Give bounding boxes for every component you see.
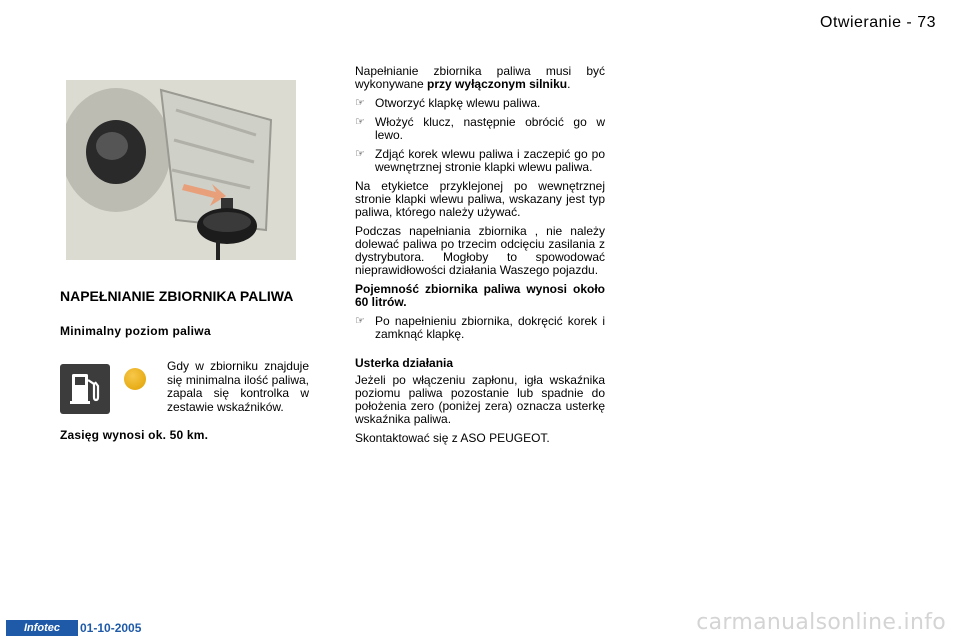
list-item: ☞ Zdjąć korek wlewu paliwa i zaczepić go po wewnętrznej stronie klapki wlewu paliwa. [355,147,605,174]
intro-emphasis: przy wyłączonym silniku [427,77,568,91]
site-watermark: carmanualsonline.info [696,610,946,635]
label-paragraph: Na etykietce przyklejonej po wewnętrznej stronie klapki wlewu paliwa, wskazany jest typ paliwa, którego należy używać. [355,179,605,219]
left-column [60,288,310,338]
pointing-hand-icon: ☞ [355,116,365,128]
refuel-paragraph: Podczas napełniania zbiornika , nie należy dolewać paliwa po trzecim odcięciu zasilania z dystrybutora. Mogłoby to spowodować nieprawidłowości działania Waszego pojazdu. [355,224,605,277]
publisher-badge: Infotec [6,620,78,636]
pointing-hand-icon: ☞ [355,148,365,160]
right-column [355,65,605,451]
section-title: NAPEŁNIANIE ZBIORNIKA PALIWA [60,288,294,304]
warning-lamp-row [60,360,310,420]
fuel-filler-photo [66,80,296,260]
fault-paragraph: Jeżeli po włączeniu zapłonu, igła wskaźnika poziomu paliwa pozostanie lub spadnie do położenia zero (poniżej zera) oznacza usterkę wskaźnika paliwa. [355,373,605,426]
subheading-min-fuel: Minimalny poziom paliwa [60,324,211,338]
fuel-cap-illustration [66,80,296,260]
intro-paragraph: Napełnianie zbiornika paliwa musi być wykonywane przy wyłączonym silniku. [355,64,605,91]
list-item: ☞ Włożyć klucz, następnie obrócić go w lewo. [355,115,605,142]
list-item: ☞ Po napełnieniu zbiornika, dokręcić korek i zamknąć klapkę. [355,314,605,341]
fault-heading: Usterka działania [355,356,454,370]
contact-paragraph: Skontaktować się z ASO PEUGEOT. [355,431,550,445]
fuel-pump-icon [60,364,110,414]
edition-date: 01-10-2005 [80,621,142,635]
warning-lamp-icon [124,368,146,390]
capacity-paragraph: Pojemność zbiornika paliwa wynosi około 60 litrów. [355,282,605,309]
warning-text: Gdy w zbiorniku znajduje się minimalna ilość paliwa, zapala się kontrolka w zestawie wskaźników. [167,359,309,414]
list-item: ☞ Otworzyć klapkę wlewu paliwa. [355,96,541,110]
pointing-hand-icon: ☞ [355,315,365,327]
range-text: Zasięg wynosi ok. 50 km. [60,428,209,442]
page-header: Otwieranie - 73 [820,14,936,31]
pointing-hand-icon: ☞ [355,97,365,109]
